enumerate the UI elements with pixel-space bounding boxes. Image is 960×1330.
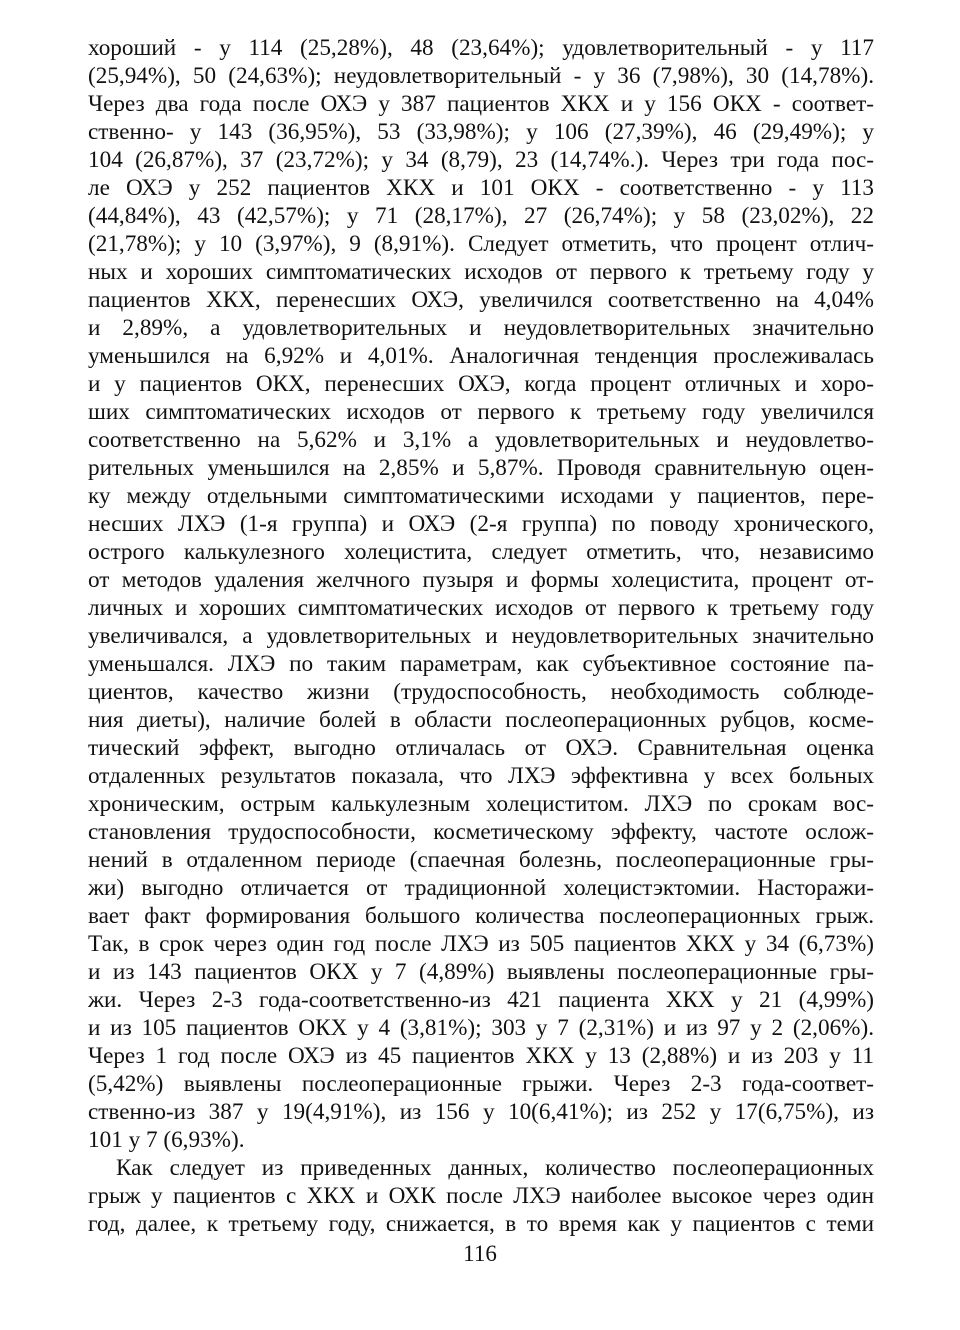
text-line: хроническим, острым калькулезным холециститом. ЛХЭ по срокам вос- <box>88 791 874 817</box>
text-line: ния диеты), наличие болей в области послеоперационных рубцов, косме- <box>88 707 874 733</box>
text-line: от методов удаления желчного пузыря и формы холецистита, процент от- <box>88 567 874 593</box>
text-line: рительных уменьшился на 2,85% и 5,87%. Проводя сравнительную оцен- <box>88 455 874 481</box>
text-line: нений в отдаленном периоде (спаечная болезнь, послеоперационные гры- <box>88 847 874 873</box>
text-line: уменьшился на 6,92% и 4,01%. Аналогичная тенденция прослеживалась <box>88 343 874 369</box>
text-line: ку между отдельными симптоматическими исходами у пациентов, пере- <box>88 483 874 509</box>
text-line: хороший - у 114 (25,28%), 48 (23,64%); удовлетворительный - у 117 <box>88 35 874 61</box>
text-line: острого калькулезного холецистита, следует отметить, что, независимо <box>88 539 874 565</box>
text-line: вает факт формирования большого количества послеоперационных грыж. <box>88 903 874 929</box>
text-line: ле ОХЭ у 252 пациентов ХКХ и 101 ОКХ - соответственно - у 113 <box>88 175 874 201</box>
text-line: становления трудоспособности, косметическому эффекту, частоте ослож- <box>88 819 874 845</box>
text-line: жи. Через 2-3 года-соответственно-из 421 пациента ХКХ у 21 (4,99%) <box>88 987 874 1013</box>
text-line: грыж у пациентов с ХКХ и ОХК после ЛХЭ наиболее высокое через один <box>88 1183 874 1209</box>
text-line: 104 (26,87%), 37 (23,72%); у 34 (8,79), 23 (14,74%.). Через три года пос- <box>88 147 874 173</box>
body-text <box>88 34 874 1238</box>
text-line: (25,94%), 50 (24,63%); неудовлетворительный - у 36 (7,98%), 30 (14,78%). <box>88 63 874 89</box>
text-line: жи) выгодно отличается от традиционной холецистэктомии. Насторажи- <box>88 875 874 901</box>
text-line: ственно-из 387 у 19(4,91%), из 156 у 10(6,41%); из 252 у 17(6,75%), из <box>88 1099 874 1125</box>
paragraph-1 <box>88 34 874 1154</box>
text-line: ших симптоматических исходов от первого к третьему году увеличился <box>88 399 874 425</box>
text-line: (44,84%), 43 (42,57%); у 71 (28,17%), 27 (26,74%); у 58 (23,02%), 22 <box>88 203 874 229</box>
text-line: и из 143 пациентов ОКХ у 7 (4,89%) выявлены послеоперационные гры- <box>88 959 874 985</box>
page-number: 116 <box>463 1241 497 1266</box>
text-line: тический эффект, выгодно отличалась от ОХЭ. Сравнительная оценка <box>88 735 874 761</box>
text-line: (21,78%); у 10 (3,97%), 9 (8,91%). Следует отметить, что процент отлич- <box>88 231 874 257</box>
text-line: 101 у 7 (6,93%). <box>88 1127 245 1153</box>
text-line: уменьшался. ЛХЭ по таким параметрам, как субъективное состояние па- <box>88 651 874 677</box>
text-line: пациентов ХКХ, перенесших ОХЭ, увеличился соответственно на 4,04% <box>88 287 874 313</box>
text-line: ственно- у 143 (36,95%), 53 (33,98%); у 106 (27,39%), 46 (29,49%); у <box>88 119 874 145</box>
text-line: личных и хороших симптоматических исходов от первого к третьему году <box>88 595 874 621</box>
text-line: соответственно на 5,62% и 3,1% а удовлетворительных и неудовлетво- <box>88 427 874 453</box>
text-line: и из 105 пациентов ОКХ у 4 (3,81%); 303 у 7 (2,31%) и из 97 у 2 (2,06%). <box>88 1015 874 1041</box>
text-line: ных и хороших симптоматических исходов от первого к третьему году у <box>88 259 874 285</box>
text-line: увеличивался, а удовлетворительных и неудовлетворительных значительно <box>88 623 874 649</box>
text-line: Через 1 год после ОХЭ из 45 пациентов ХКХ у 13 (2,88%) и из 203 у 11 <box>88 1043 874 1069</box>
text-line: отдаленных результатов показала, что ЛХЭ эффективна у всех больных <box>88 763 874 789</box>
text-line: год, далее, к третьему году, снижается, в то время как у пациентов с теми <box>88 1211 874 1237</box>
text-line: несших ЛХЭ (1-я группа) и ОХЭ (2-я группа) по поводу хронического, <box>88 511 874 537</box>
text-line: Как следует из приведенных данных, количество послеоперационных <box>116 1155 874 1181</box>
text-line: и у пациентов ОКХ, перенесших ОХЭ, когда процент отличных и хоро- <box>88 371 874 397</box>
text-line: Через два года после ОХЭ у 387 пациентов ХКХ и у 156 ОКХ - соответ- <box>88 91 874 117</box>
text-line: Так, в срок через один год после ЛХЭ из 505 пациентов ХКХ у 34 (6,73%) <box>88 931 874 957</box>
paragraph-2 <box>88 1154 874 1238</box>
text-line: циентов, качество жизни (трудоспособность, необходимость соблюде- <box>88 679 874 705</box>
text-line: (5,42%) выявлены послеоперационные грыжи. Через 2-3 года-соответ- <box>88 1071 874 1097</box>
text-line: и 2,89%, а удовлетворительных и неудовлетворительных значительно <box>88 315 874 341</box>
